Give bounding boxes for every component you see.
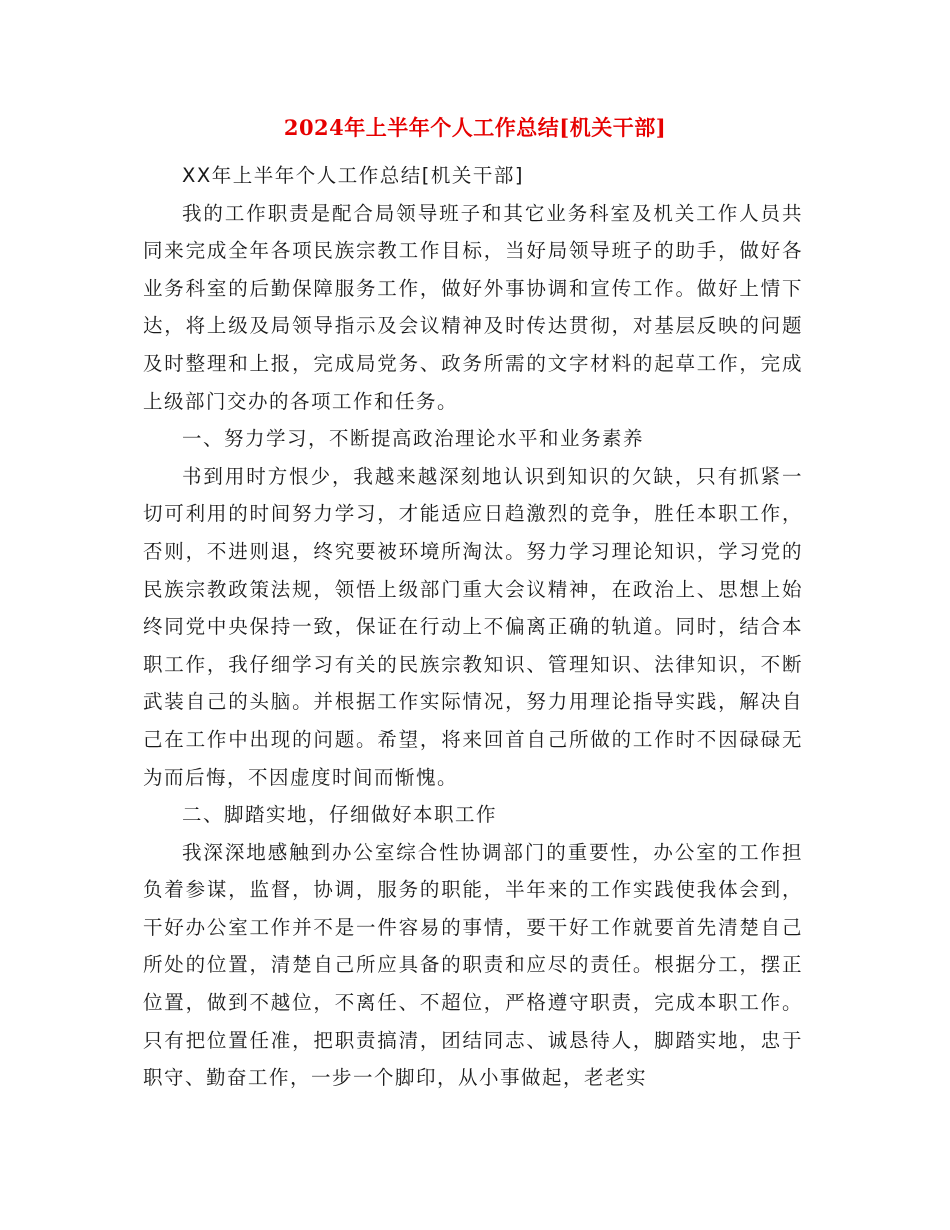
section-heading-work: 二、脚踏实地，仔细做好本职工作 (182, 803, 498, 827)
paragraph-subtitle: XX年上半年个人工作总结[机关干部] (182, 164, 524, 187)
document-body (143, 157, 803, 1097)
paragraph-work: 我深深地感触到办公室综合性协调部门的重要性，办公室的工作担负着参谋，监督，协调，服务的职能，半年来的工作实践使我体会到，干好办公室工作并不是一件容易的事情，要干好工作就要首先清楚自己所处的位置，清楚自己所应具备的职责和应尽的责任。根据分工，摆正位置，做到不越位，不离任、不超位，严格遵守职责，完成本职工作。只有把位置任准，把职责搞清，团结同志、诚恳待人，脚踏实地，忠于职守、勤奋工作，一步一个脚印，从小事做起，老老实 (143, 840, 803, 1090)
paragraph-study: 书到用时方恨少，我越来越深刻地认识到知识的欠缺，只有抓紧一切可利用的时间努力学习，才能适应日趋激烈的竞争，胜任本职工作，否则，不进则退，终究要被环境所淘汰。努力学习理论知识，学习党的民族宗教政策法规，领悟上级部门重大会议精神，在政治上、思想上始终同党中央保持一致，保证在行动上不偏离正确的轨道。同时，结合本职工作，我仔细学习有关的民族宗教知识、管理知识、法律知识，不断武装自己的头脑。并根据工作实际情况，努力用理论指导实践，解决自己在工作中出现的问题。希望，将来回首自己所做的工作时不因碌碌无为而后悔，不因虚度时间而惭愧。 (143, 464, 803, 789)
document-title: 2024年上半年个人工作总结[机关干部] (283, 115, 667, 140)
section-heading-study: 一、努力学习，不断提高政治理论水平和业务素养 (182, 427, 645, 451)
paragraph-duties: 我的工作职责是配合局领导班子和其它业务科室及机关工作人员共同来完成全年各项民族宗教工作目标，当好局领导班子的助手，做好各业务科室的后勤保障服务工作，做好外事协调和宣传工作。做好上情下达，将上级及局领导指示及会议精神及时传达贯彻，对基层反映的问题及时整理和上报，完成局党务、政务所需的文字材料的起草工作，完成上级部门交办的各项工作和任务。 (143, 201, 803, 413)
